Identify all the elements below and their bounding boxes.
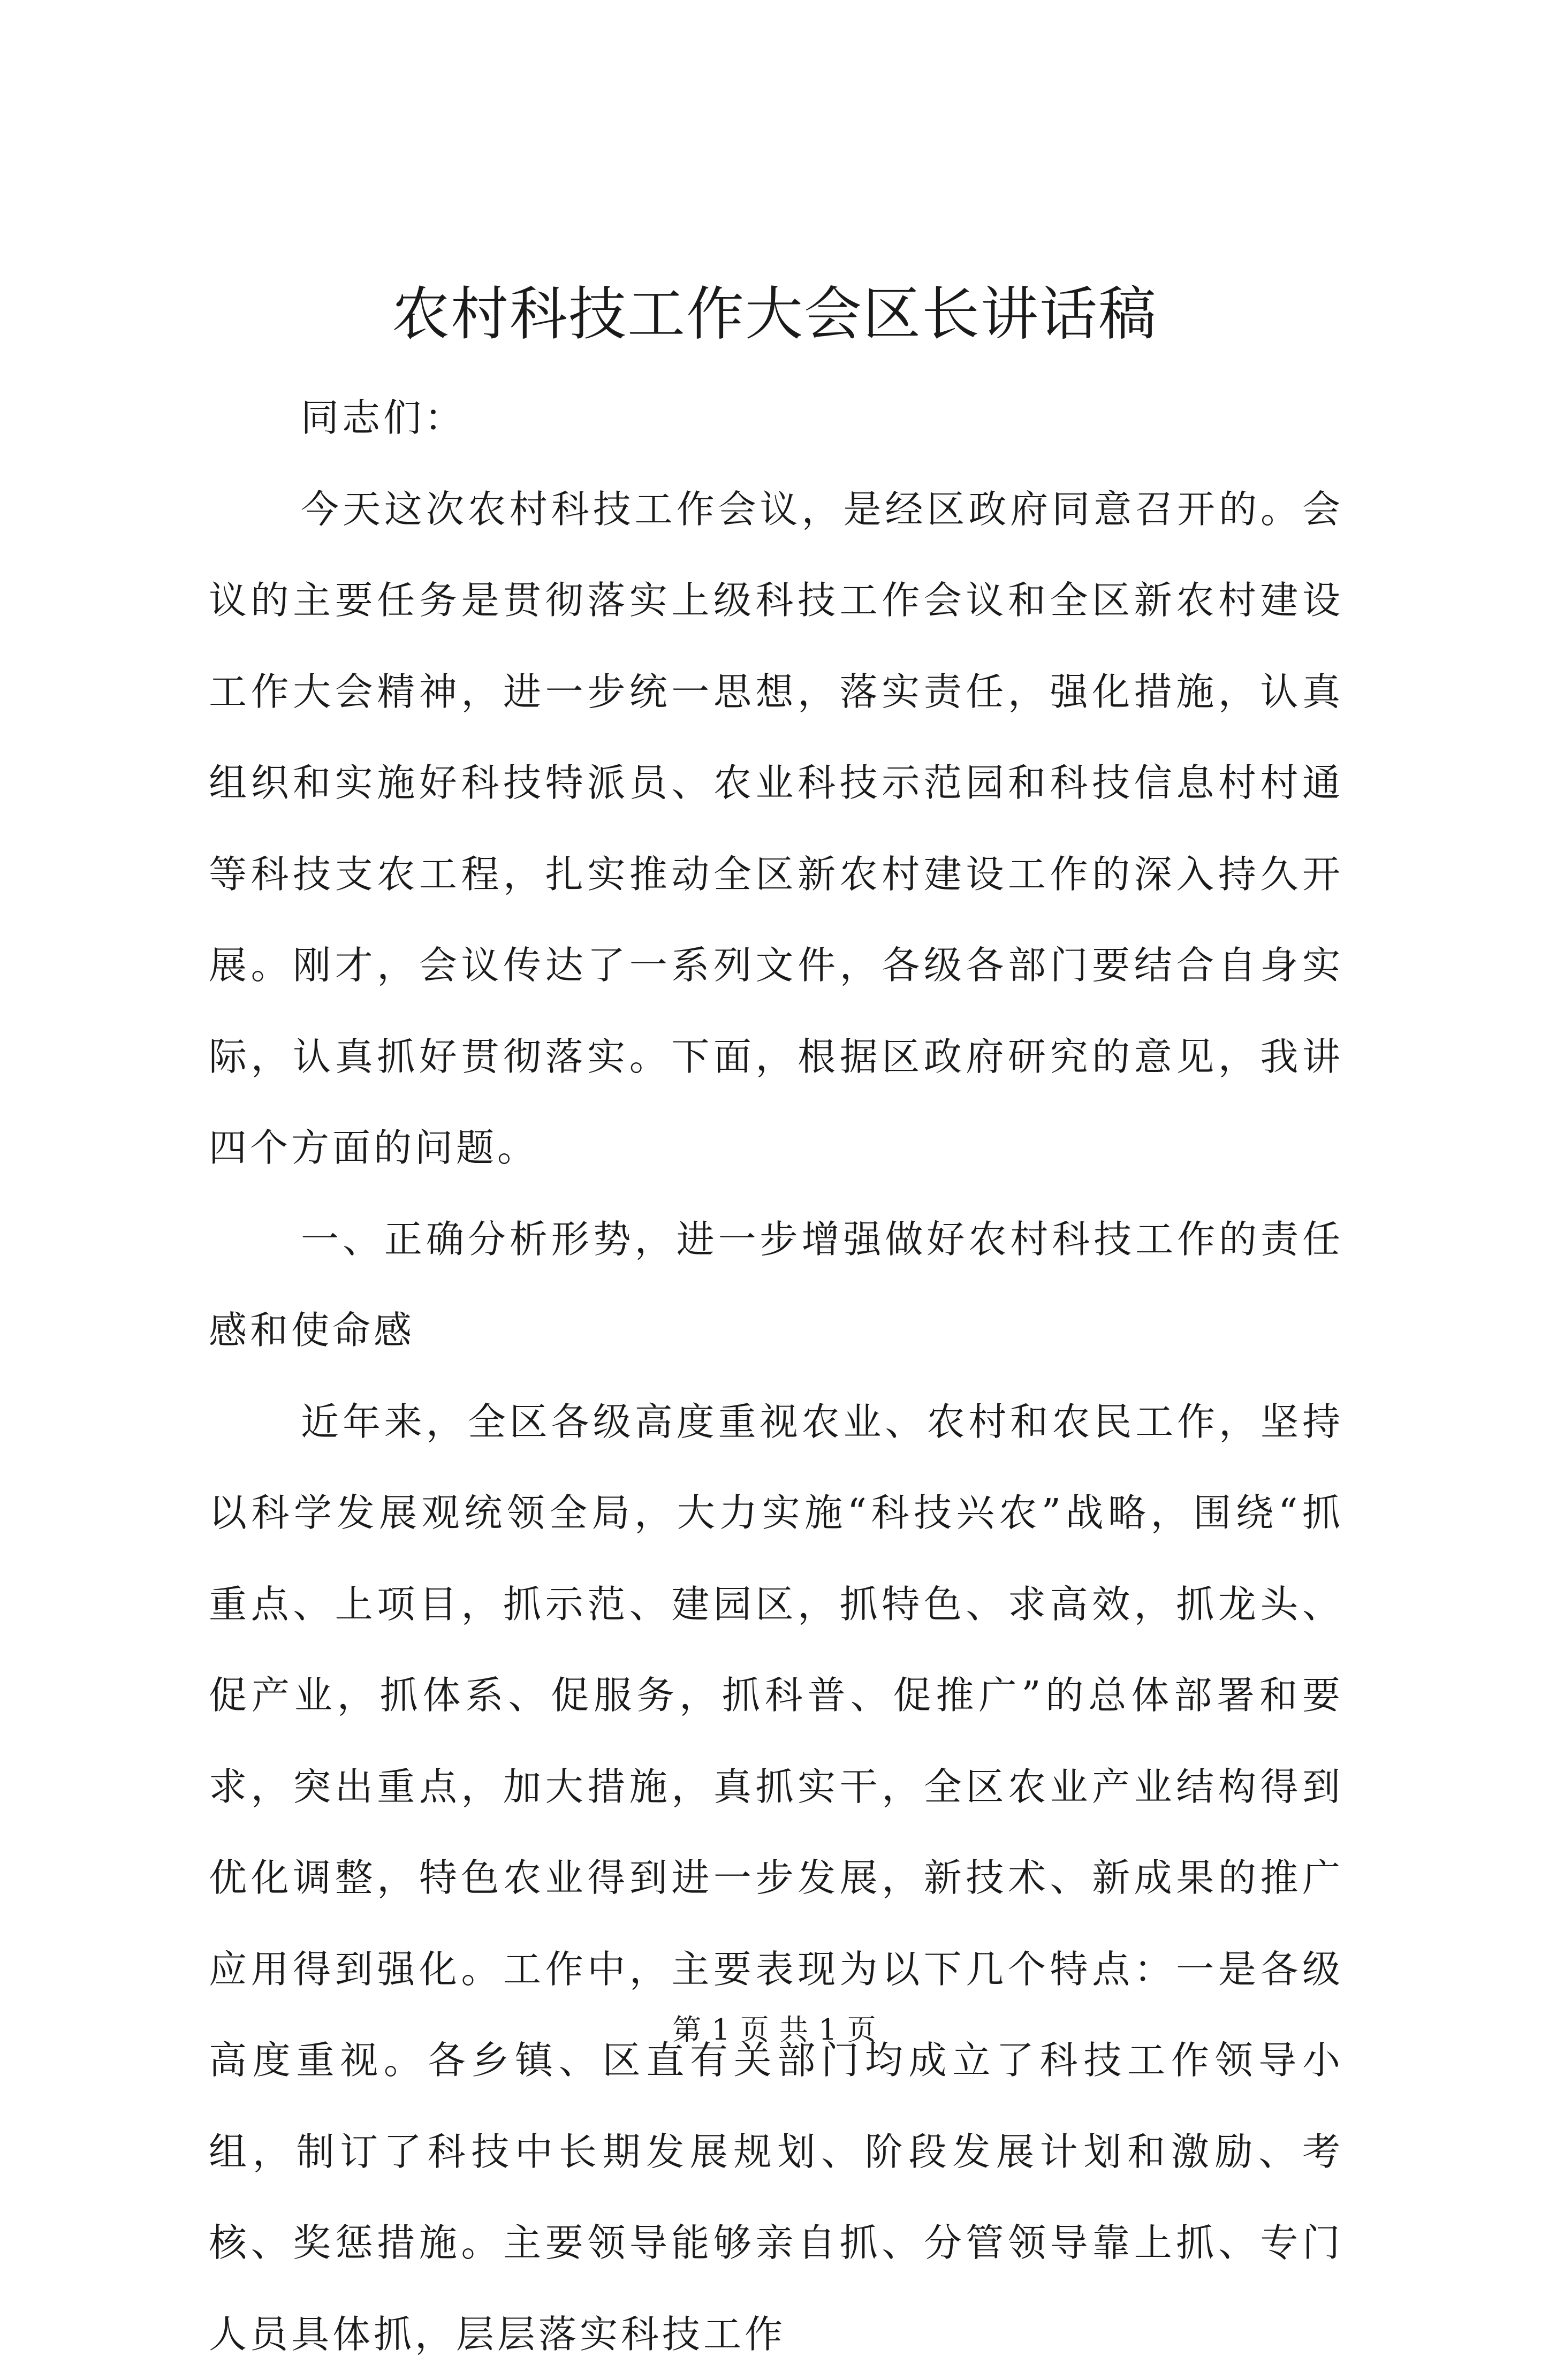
page-footer: 第 1 页 共 1 页 <box>0 2011 1549 2049</box>
salutation-paragraph: 同志们： <box>209 372 1343 464</box>
intro-paragraph: 今天这次农村科技工作会议，是经区政府同意召开的。会议的主要任务是贯彻落实上级科技工作会议和全区新农村建设工作大会精神，进一步统一思想，落实责任，强化措施，认真组织和实施好科技特派员、农业科技示范园和科技信息村村通等科技支农工程，扎实推动全区新农村建设工作的深入持久开展。刚才，会议传达了一系列文件，各级各部门要结合自身实际，认真抓好贯彻落实。下面，根据区政府研究的意见，我讲四个方面的问题。 <box>209 464 1343 1194</box>
document-title: 农村科技工作大会区长讲话稿 <box>0 277 1549 352</box>
section-heading: 一、正确分析形势，进一步增强做好农村科技工作的责任感和使命感 <box>209 1194 1343 1377</box>
body-paragraph: 近年来，全区各级高度重视农业、农村和农民工作，坚持以科学发展观统领全局，大力实施“科技兴农”战略，围绕“抓重点、上项目，抓示范、建园区，抓特色、求高效，抓龙头、促产业，抓体系、促服务，抓科普、促推广”的总体部署和要求，突出重点，加大措施，真抓实干，全区农业产业结构得到优化调整，特色农业得到进一步发展，新技术、新成果的推广应用得到强化。工作中，主要表现为以下几个特点：一是各级高度重视。各乡镇、区直有关部门均成立了科技工作领导小组，制订了科技中长期发展规划、阶段发展计划和激励、考核、奖惩措施。主要领导能够亲自抓、分管领导靠上抓、专门人员具体抓，层层落实科技工作 <box>209 1377 1343 2380</box>
document-body <box>209 372 1343 2380</box>
